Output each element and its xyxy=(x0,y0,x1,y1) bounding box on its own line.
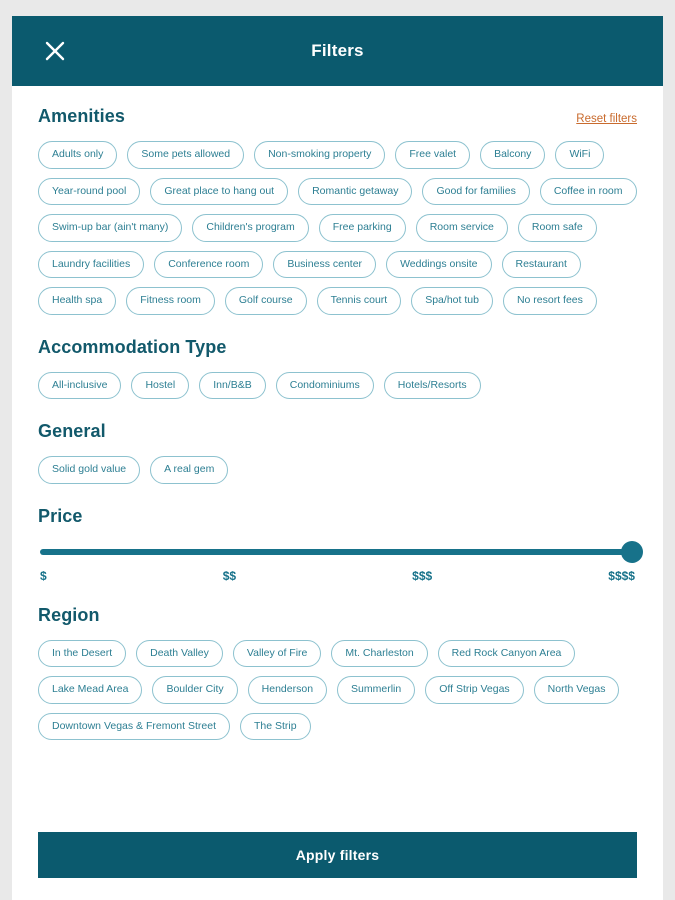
chip-region[interactable]: Henderson xyxy=(248,676,327,704)
chip-amenity[interactable]: Fitness room xyxy=(126,287,215,315)
chip-amenity[interactable]: Year-round pool xyxy=(38,178,140,206)
chip-amenity[interactable]: Room safe xyxy=(518,214,597,242)
chip-region[interactable]: Death Valley xyxy=(136,640,223,668)
chip-amenity[interactable]: Children's program xyxy=(192,214,308,242)
chip-region[interactable]: In the Desert xyxy=(38,640,126,668)
chip-amenity[interactable]: Restaurant xyxy=(502,251,581,279)
price-slider-labels xyxy=(40,569,635,583)
section-accommodation-type xyxy=(38,337,637,400)
price-slider[interactable] xyxy=(38,549,637,583)
chip-region[interactable]: Valley of Fire xyxy=(233,640,322,668)
accommodation-chip-list xyxy=(38,372,637,400)
price-title: Price xyxy=(38,505,83,526)
page-title: Filters xyxy=(311,41,364,60)
chip-amenity[interactable]: Conference room xyxy=(154,251,263,279)
chip-amenity[interactable]: No resort fees xyxy=(503,287,597,315)
chip-region[interactable]: Boulder City xyxy=(152,676,237,704)
chip-amenity[interactable]: Adults only xyxy=(38,141,117,169)
chip-amenity[interactable]: Balcony xyxy=(480,141,545,169)
chip-general[interactable]: A real gem xyxy=(150,456,228,484)
close-icon[interactable] xyxy=(42,38,68,64)
chip-amenity[interactable]: Coffee in room xyxy=(540,178,637,206)
chip-region[interactable]: North Vegas xyxy=(534,676,620,704)
modal-header xyxy=(12,16,663,86)
chip-region[interactable]: Mt. Charleston xyxy=(331,640,427,668)
chip-amenity[interactable]: Spa/hot tub xyxy=(411,287,493,315)
chip-amenity[interactable]: Great place to hang out xyxy=(150,178,288,206)
chip-amenity[interactable]: Laundry facilities xyxy=(38,251,144,279)
chip-amenity[interactable]: Tennis court xyxy=(317,287,402,315)
price-tick-1: $ xyxy=(40,568,47,583)
price-slider-handle[interactable] xyxy=(621,541,643,563)
general-chip-list xyxy=(38,456,637,484)
chip-region[interactable]: Red Rock Canyon Area xyxy=(438,640,576,668)
chip-amenity[interactable]: Non-smoking property xyxy=(254,141,385,169)
amenities-header xyxy=(38,106,637,127)
chip-region[interactable]: Lake Mead Area xyxy=(38,676,142,704)
section-price xyxy=(38,506,637,583)
region-title: Region xyxy=(38,604,100,625)
chip-accommodation[interactable]: Inn/B&B xyxy=(199,372,266,400)
reset-filters-link[interactable]: Reset filters xyxy=(576,113,637,125)
accommodation-title: Accommodation Type xyxy=(38,336,227,357)
chip-amenity[interactable]: Romantic getaway xyxy=(298,178,412,206)
amenities-title: Amenities xyxy=(38,106,125,126)
chip-amenity[interactable]: Free valet xyxy=(395,141,470,169)
chip-amenity[interactable]: Golf course xyxy=(225,287,307,315)
price-tick-2: $$ xyxy=(222,568,237,583)
chip-region[interactable]: The Strip xyxy=(240,713,311,741)
chip-amenity[interactable]: WiFi xyxy=(555,141,604,169)
price-slider-track[interactable] xyxy=(40,549,635,555)
chip-accommodation[interactable]: Hotels/Resorts xyxy=(384,372,481,400)
chip-amenity[interactable]: Health spa xyxy=(38,287,116,315)
price-tick-4: $$$$ xyxy=(608,568,635,583)
chip-region[interactable]: Off Strip Vegas xyxy=(425,676,523,704)
general-title: General xyxy=(38,421,106,441)
chip-amenity[interactable]: Business center xyxy=(273,251,376,279)
chip-accommodation[interactable]: Condominiums xyxy=(276,372,374,400)
chip-amenity[interactable]: Room service xyxy=(416,214,508,242)
chip-region[interactable]: Summerlin xyxy=(337,676,415,704)
filters-modal xyxy=(12,16,663,900)
amenities-chip-list xyxy=(38,141,637,315)
chip-amenity[interactable]: Good for families xyxy=(422,178,529,206)
chip-accommodation[interactable]: All-inclusive xyxy=(38,372,121,400)
chip-amenity[interactable]: Swim-up bar (ain't many) xyxy=(38,214,182,242)
chip-amenity[interactable]: Weddings onsite xyxy=(386,251,491,279)
modal-footer xyxy=(38,832,637,878)
region-chip-list xyxy=(38,640,637,741)
section-general xyxy=(38,421,637,484)
price-tick-3: $$$ xyxy=(412,568,433,583)
chip-amenity[interactable]: Some pets allowed xyxy=(127,141,244,169)
section-region xyxy=(38,605,637,741)
chip-accommodation[interactable]: Hostel xyxy=(131,372,189,400)
filters-body xyxy=(12,106,663,740)
chip-general[interactable]: Solid gold value xyxy=(38,456,140,484)
chip-region[interactable]: Downtown Vegas & Fremont Street xyxy=(38,713,230,741)
chip-amenity[interactable]: Free parking xyxy=(319,214,406,242)
apply-filters-button[interactable]: Apply filters xyxy=(38,832,637,878)
section-amenities xyxy=(38,106,637,315)
